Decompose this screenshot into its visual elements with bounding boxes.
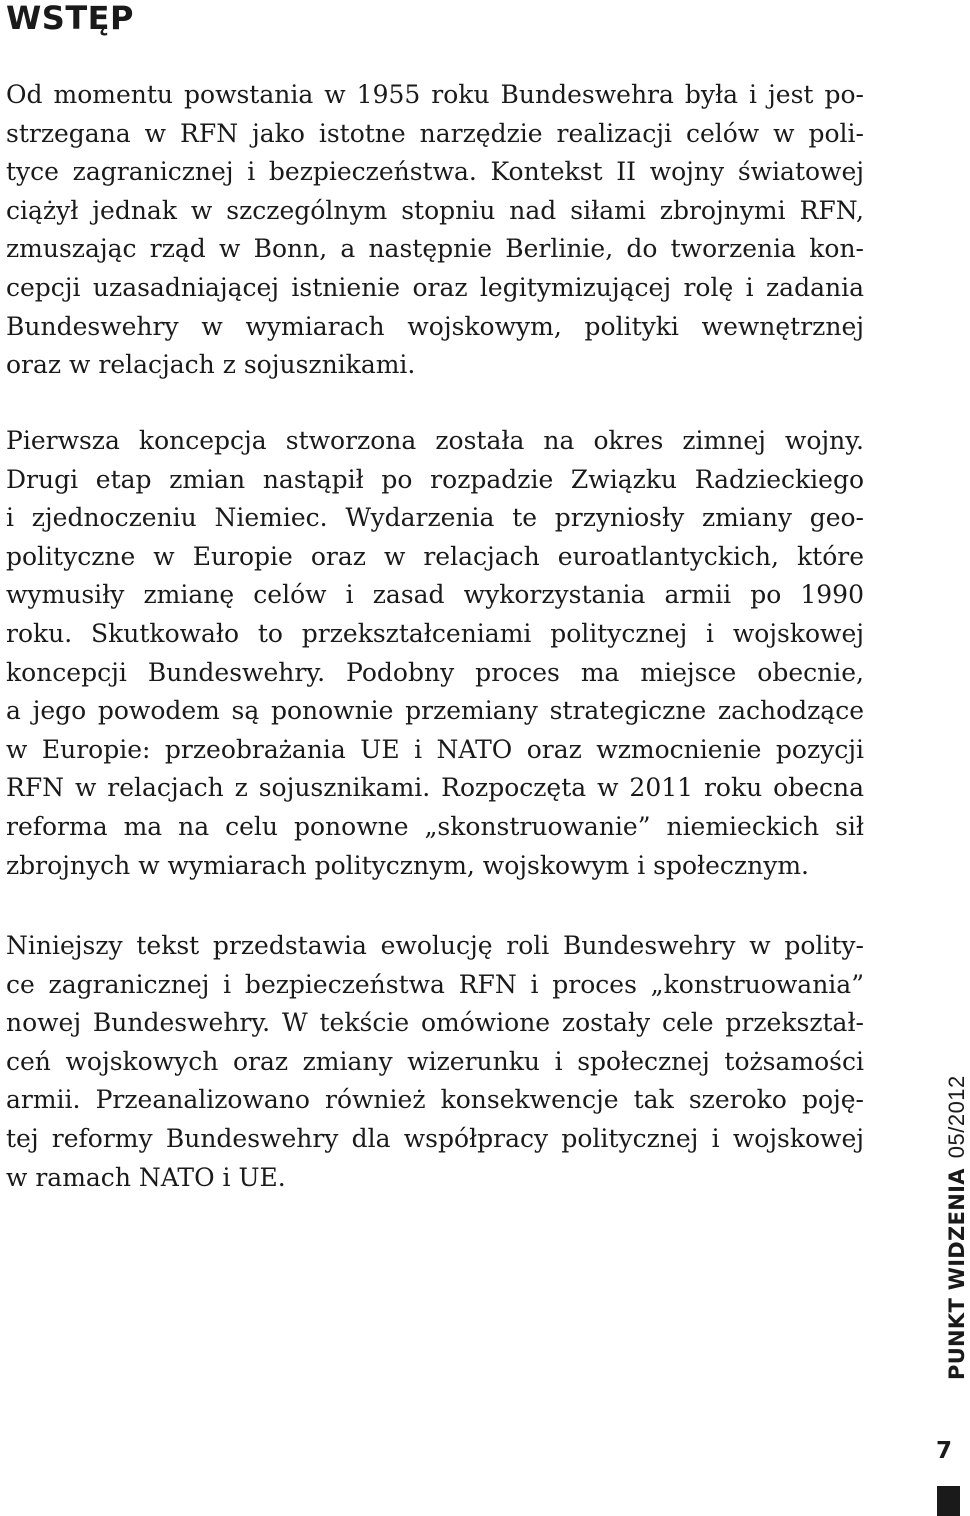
paragraph-2 [6,422,864,885]
paragraph-3 [6,927,864,1197]
text-line: cepcji uzasadniającej istnienie oraz legitymizującej rolę i zadania [6,272,864,302]
text-line: wymusiły zmianę celów i zasad wykorzystania armii po 1990 [6,580,864,610]
text-line: tej reformy Bundeswehry dla współpracy politycznej i wojskowej [6,1123,864,1153]
text-line: koncepcji Bundeswehry. Podobny proces ma miejsce obecnie, [6,657,864,687]
text-line: Drugi etap zmian nastąpił po rozpadzie Związku Radzieckiego [6,464,864,494]
page-number: 7 [936,1438,953,1464]
text-line: oraz w relacjach z sojusznikami. [6,350,416,380]
text-line: ce zagranicznej i bezpieczeństwa RFN i proces „konstruowania” [6,969,864,999]
text-line: zmuszając rząd w Bonn, a następnie Berlinie, do tworzenia kon- [6,234,864,264]
text-line: w ramach NATO i UE. [6,1162,286,1192]
text-line: a jego powodem są ponownie przemiany strategiczne zachodzące [6,696,864,726]
text-line: tyce zagranicznej i bezpieczeństwa. Kontekst II wojny światowej [6,157,864,187]
paragraph-1 [6,76,864,385]
text-line: Bundeswehry w wymiarach wojskowym, polityki wewnętrznej [6,311,864,341]
section-heading: WSTĘP [6,0,134,37]
text-line: nowej Bundeswehry. W tekście omówione zostały cele przekształ- [6,1008,864,1038]
text-line: Pierwsza koncepcja stworzona została na okres zimnej wojny. [6,426,864,455]
text-line: i zjednoczeniu Niemiec. Wydarzenia te przyniosły zmiany geo- [6,503,864,533]
text-line: ceń wojskowych oraz zmiany wizerunku i społecznej tożsamości [6,1046,864,1076]
text-line: Od momentu powstania w 1955 roku Bundeswehra była i jest po- [6,80,864,109]
issue-number: 05/2012 [944,1075,969,1159]
text-line: strzegana w RFN jako istotne narzędzie realizacji celów w poli- [6,118,864,148]
text-line: ciążył jednak w szczególnym stopniu nad siłami zbrojnymi RFN, [6,195,864,225]
text-line: w Europie: przeobrażania UE i NATO oraz wzmocnienie pozycji [6,734,864,764]
text-line: Niniejszy tekst przedstawia ewolucję roli Bundeswehry w polity- [6,931,864,960]
text-line: reforma ma na celu ponowne „skonstruowanie” niemieckich sił [6,811,864,841]
page-marker-block [937,1486,960,1516]
publication-sidebar [944,1075,970,1380]
text-line: RFN w relacjach z sojusznikami. Rozpoczęta w 2011 roku obecna [6,773,864,803]
text-line: zbrojnych w wymiarach politycznym, wojskowym i społecznym. [6,850,809,880]
publication-name: PUNKT WIDZENIA [945,1168,969,1380]
text-line: polityczne w Europie oraz w relacjach euroatlantyckich, które [6,541,864,571]
text-line: roku. Skutkowało to przekształceniami politycznej i wojskowej [6,618,864,648]
text-line: armii. Przeanalizowano również konsekwencje tak szeroko poję- [6,1085,864,1115]
